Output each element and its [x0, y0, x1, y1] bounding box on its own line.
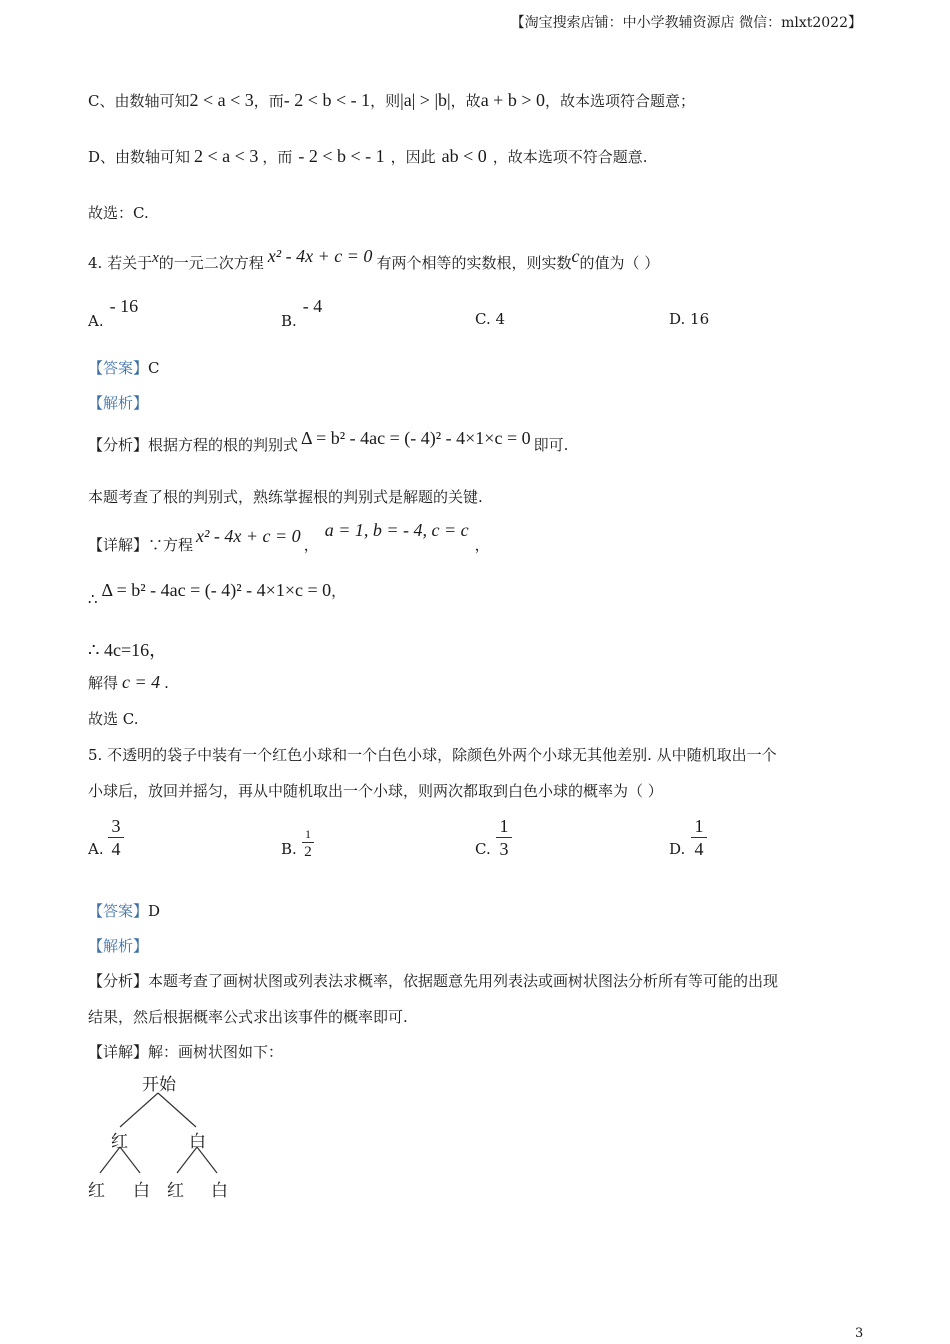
text: 4. 若关于 — [88, 254, 153, 272]
q5-option-d-fraction[interactable] — [691, 816, 707, 859]
math-expression: 2 < a < 3 — [189, 90, 254, 110]
denominator: 2 — [304, 844, 312, 860]
solution-option-d — [88, 146, 648, 167]
text: 根据方程的根的判别式 — [148, 436, 299, 454]
math-expression: c = 4 — [122, 672, 161, 692]
q4-conclusion: 故选 C. — [88, 710, 139, 728]
text: ，故 — [450, 92, 481, 110]
answer-value: C — [148, 359, 160, 377]
tree-edge — [120, 1093, 158, 1127]
numerator: 1 — [305, 827, 311, 841]
page-number: 3 — [855, 1326, 864, 1341]
option-label: B. — [281, 312, 297, 330]
q5-option-a-label[interactable]: A. — [88, 840, 104, 858]
q4-detail — [88, 520, 490, 555]
text: ，而 — [262, 148, 293, 166]
q5-option-d-label[interactable]: D. — [669, 840, 686, 858]
q4-answer — [88, 357, 160, 378]
option-label: A. — [88, 312, 104, 330]
text: ， — [303, 536, 319, 554]
tree-edge — [158, 1093, 196, 1127]
tree-root: 开始 — [142, 1075, 176, 1095]
q5-detail — [88, 1041, 283, 1062]
text: 解得 — [88, 674, 119, 692]
math-expression: - 2 < b < - 1 — [298, 146, 385, 166]
q4-option-a[interactable] — [88, 296, 139, 330]
denominator: 4 — [694, 839, 704, 859]
math-expression: ab < 0 — [441, 146, 487, 166]
text: ，则 — [370, 92, 401, 110]
detail-label: 【详解】 — [88, 1043, 149, 1061]
tree-level1-node: 红 — [111, 1132, 128, 1152]
detail-label: 【详解】 — [88, 536, 149, 554]
text: ，故本选项不符合题意. — [492, 148, 648, 166]
text: . — [164, 674, 169, 692]
fenxi-label: 【分析】 — [88, 436, 149, 454]
q4-fenxi — [88, 428, 568, 455]
answer-tag: 【答案】 — [88, 902, 149, 920]
option-value: 4 — [495, 310, 506, 328]
q5-option-c-fraction[interactable] — [496, 816, 512, 859]
tree-level2-node: 白 — [211, 1181, 228, 1201]
text: D、由数轴可知 — [88, 148, 191, 166]
q4-analysis-tag: 【解析】 — [88, 394, 149, 412]
q5-fenxi-line-2: 结果，然后根据概率公式求出该事件的概率即可. — [88, 1008, 408, 1026]
math-expression: a = 1, b = - 4, c = c — [324, 520, 469, 540]
text: 即可. — [533, 436, 569, 454]
math-expression: Δ = b² - 4ac = (- 4)² - 4×1×c = 0 — [101, 580, 332, 600]
numerator: 1 — [694, 816, 704, 836]
option-value: - 16 — [109, 296, 139, 316]
math-expression: x² - 4x + c = 0 — [267, 246, 373, 266]
text: ，而 — [253, 92, 284, 110]
text: ∵方程 — [148, 536, 194, 554]
q5-fenxi-line-1 — [88, 970, 778, 991]
page-header: 【淘宝搜索店铺：中小学教辅资源店 微信：mlxt2022】 — [510, 15, 862, 31]
math-expression: - 2 < b < - 1 — [283, 90, 371, 110]
q5-analysis-tag: 【解析】 — [88, 937, 149, 955]
math-expression: |a| > |b| — [400, 90, 451, 110]
math-variable: x — [152, 250, 159, 266]
question-5-stem-line-2: 小球后，放回并摇匀，再从中随机取出一个小球，则两次都取到白色小球的概率为（ ） — [88, 782, 663, 800]
denominator: 4 — [111, 839, 121, 859]
question-4-stem — [88, 246, 659, 273]
text: 有两个相等的实数根，则实数 — [376, 254, 572, 272]
fraction-bar — [496, 837, 512, 838]
therefore-symbol: ∴ — [88, 590, 98, 608]
prev-conclusion: 故选：C. — [88, 204, 149, 222]
q5-option-b-fraction[interactable] — [302, 828, 314, 860]
numerator: 1 — [499, 816, 509, 836]
q5-option-c-label[interactable]: C. — [475, 840, 491, 858]
q4-summary: 本题考查了根的判别式，熟练掌握根的判别式是解题的关键. — [88, 488, 483, 506]
fraction-bar — [302, 842, 314, 843]
math-expression: x² - 4x + c = 0 — [196, 526, 301, 546]
tree-level2-node: 白 — [133, 1181, 150, 1201]
text: 本题考查了画树状图或列表法求概率，依据题意先用列表法或画树状图法分析所有等可能的出现 — [148, 972, 779, 990]
math-expression: 2 < a < 3 — [194, 146, 259, 166]
q4-option-d[interactable] — [669, 310, 709, 328]
q4-step-3 — [88, 672, 169, 693]
answer-tag: 【答案】 — [88, 359, 149, 377]
q4-option-c[interactable] — [475, 310, 505, 328]
solution-option-c — [88, 90, 695, 111]
text: ， — [331, 582, 347, 600]
fraction-bar — [108, 837, 124, 838]
q5-option-a-fraction[interactable] — [108, 816, 124, 859]
option-label: C. — [475, 310, 491, 328]
question-5-stem-line-1: 5. 不透明的袋子中装有一个红色小球和一个白色小球，除颜色外两个小球无其他差别. 从中随机取出一个 — [88, 746, 777, 764]
q4-step-2: ∴ 4c=16， — [88, 640, 168, 660]
denominator: 3 — [499, 839, 509, 859]
tree-level1-node: 白 — [189, 1132, 206, 1152]
answer-value: D — [148, 902, 161, 920]
numerator: 3 — [111, 816, 121, 836]
option-value: 16 — [690, 310, 710, 328]
text: 解：画树状图如下： — [148, 1043, 284, 1061]
math-expression: a + b > 0 — [480, 90, 545, 110]
text: C、由数轴可知 — [88, 92, 190, 110]
q5-answer — [88, 900, 160, 921]
text: ，故本选项符合题意； — [544, 92, 695, 110]
text: 的一元二次方程 — [158, 254, 264, 272]
fenxi-label: 【分析】 — [88, 972, 149, 990]
option-label: D. — [669, 310, 686, 328]
tree-level2-node: 红 — [167, 1181, 184, 1201]
math-expression: Δ = b² - 4ac = (- 4)² - 4×1×c = 0 — [301, 428, 531, 448]
text: ， — [474, 536, 490, 554]
q5-option-b-label[interactable]: B. — [281, 840, 297, 858]
q4-option-b[interactable] — [281, 296, 323, 330]
math-variable: c — [571, 246, 580, 266]
tree-level2-node: 红 — [88, 1181, 105, 1201]
fraction-bar — [691, 837, 707, 838]
text: ，因此 — [390, 148, 436, 166]
option-value: - 4 — [302, 296, 323, 316]
text: 的值为（ ） — [579, 254, 660, 272]
q4-step-1 — [88, 580, 347, 608]
